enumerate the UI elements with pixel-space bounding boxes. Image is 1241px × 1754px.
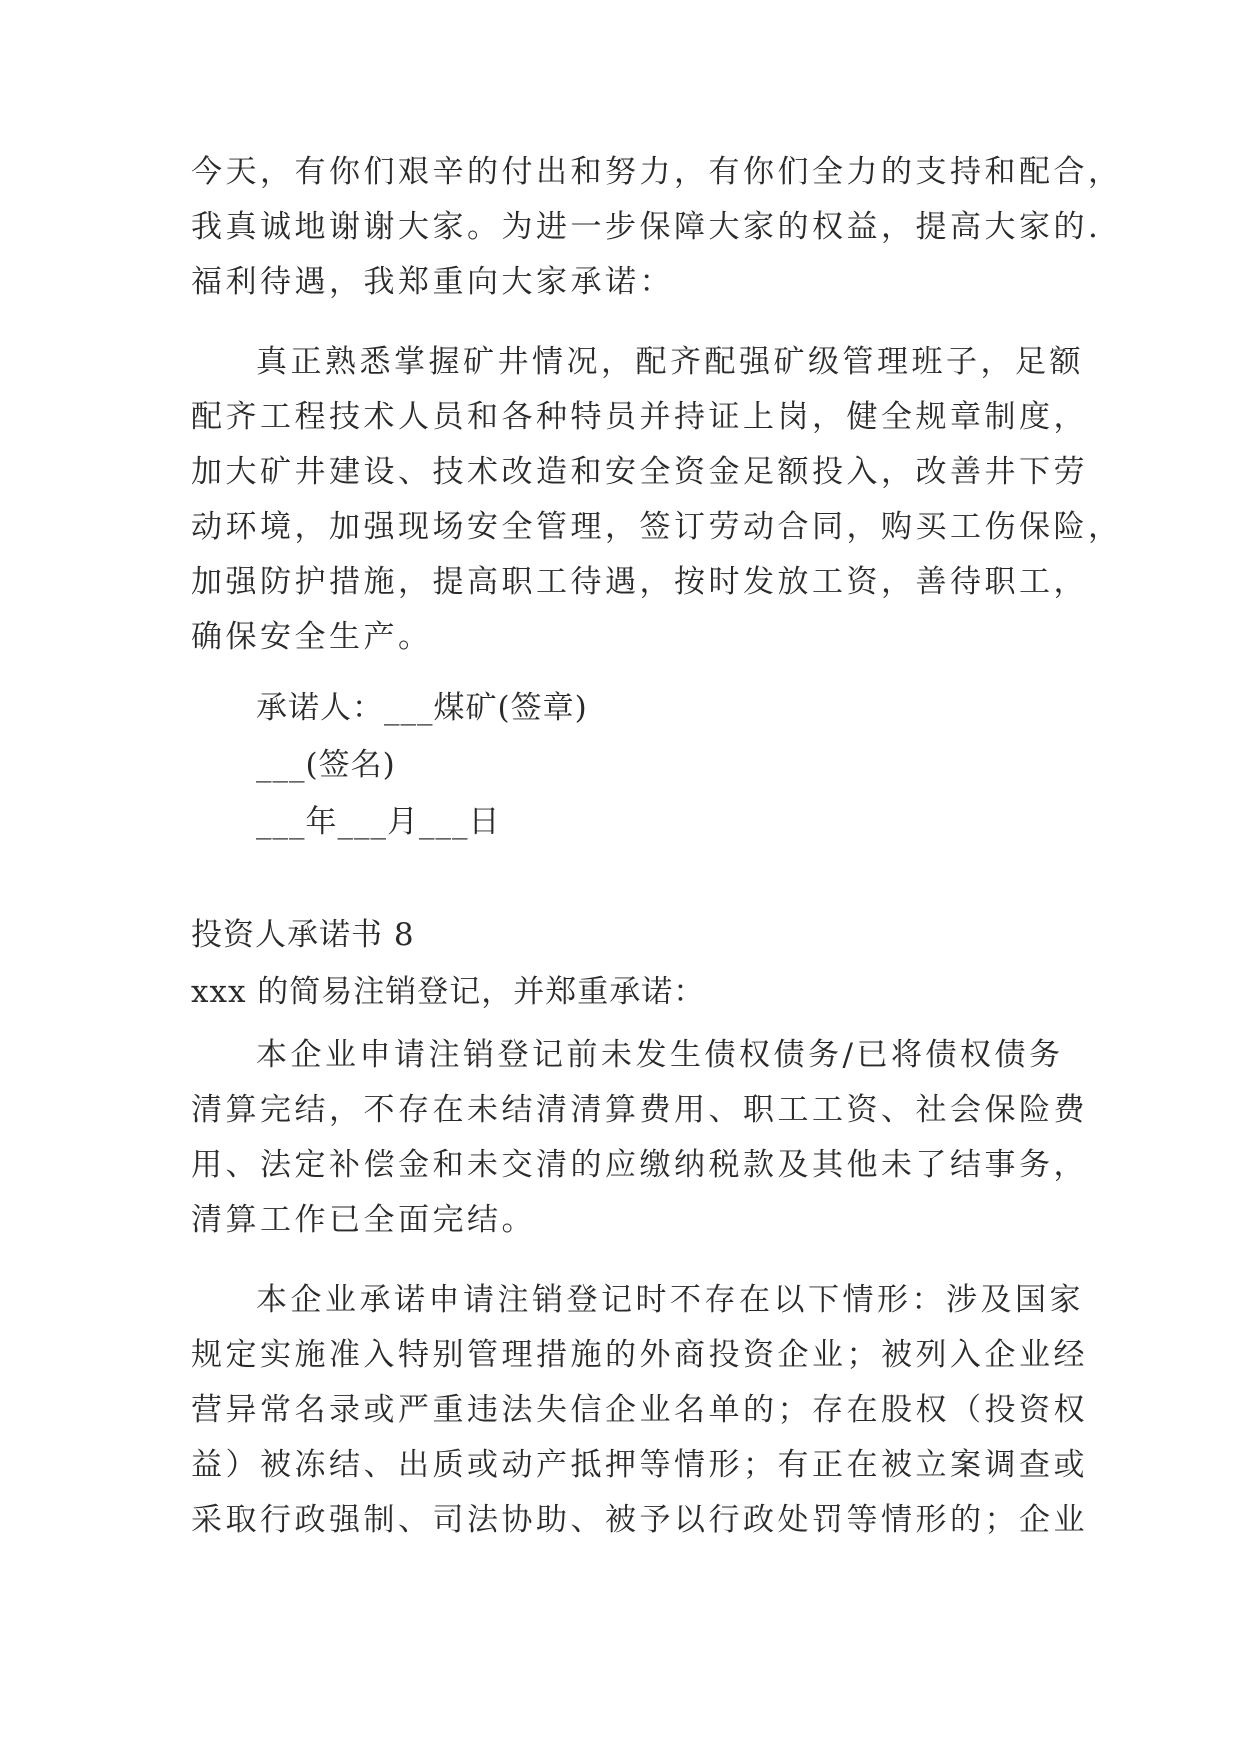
text-line: 动环境，加强现场安全管理，签订劳动合同，购买工伤保险，: [191, 509, 1123, 545]
text-line: 用、法定补偿金和未交清的应缴纳税款及其他未了结事务，: [191, 1147, 1088, 1183]
text-line: 本企业申请注销登记前未发生债权债务/已将债权债务: [256, 1037, 1064, 1073]
text-line: 我真诚地谢谢大家。为进一步保障大家的权益，提高大家的.: [191, 209, 1102, 245]
text-line: 益）被冻结、出质或动产抵押等情形；有正在被立案调查或: [191, 1447, 1088, 1483]
text-line: 加强防护措施，提高职工待遇，按时发放工资，善待职工，: [191, 564, 1088, 600]
section-title: 投资人承诺书 8: [191, 917, 415, 953]
promiser-line: 承诺人：___煤矿(签章): [256, 690, 588, 726]
intro-line: xxx 的简易注销登记，并郑重承诺：: [191, 974, 706, 1010]
date-line: ___年___月___日: [256, 804, 501, 840]
text-line: 确保安全生产。: [191, 619, 433, 655]
text-line: 规定实施准入特别管理措施的外商投资企业；被列入企业经: [191, 1337, 1088, 1373]
text-line: 加大矿井建设、技术改造和安全资金足额投入，改善井下劳: [191, 454, 1088, 490]
text-line: 真正熟悉掌握矿井情况，配齐配强矿级管理班子，足额: [256, 344, 1084, 380]
text-line: 清算工作已全面完结。: [191, 1202, 536, 1238]
text-line: 今天，有你们艰辛的付出和努力，有你们全力的支持和配合，: [191, 154, 1123, 190]
text-line: 配齐工程技术人员和各种特员并持证上岗，健全规章制度，: [191, 399, 1088, 435]
text-line: 清算完结，不存在未结清清算费用、职工工资、社会保险费: [191, 1092, 1088, 1128]
signature-line: ___(签名): [256, 747, 396, 783]
text-line: 福利待遇，我郑重向大家承诺：: [191, 264, 674, 300]
text-line: 营异常名录或严重违法失信企业名单的；存在股权（投资权: [191, 1392, 1088, 1428]
text-line: 本企业承诺申请注销登记时不存在以下情形：涉及国家: [256, 1282, 1084, 1318]
text-line: 采取行政强制、司法协助、被予以行政处罚等情形的；企业: [191, 1502, 1088, 1538]
